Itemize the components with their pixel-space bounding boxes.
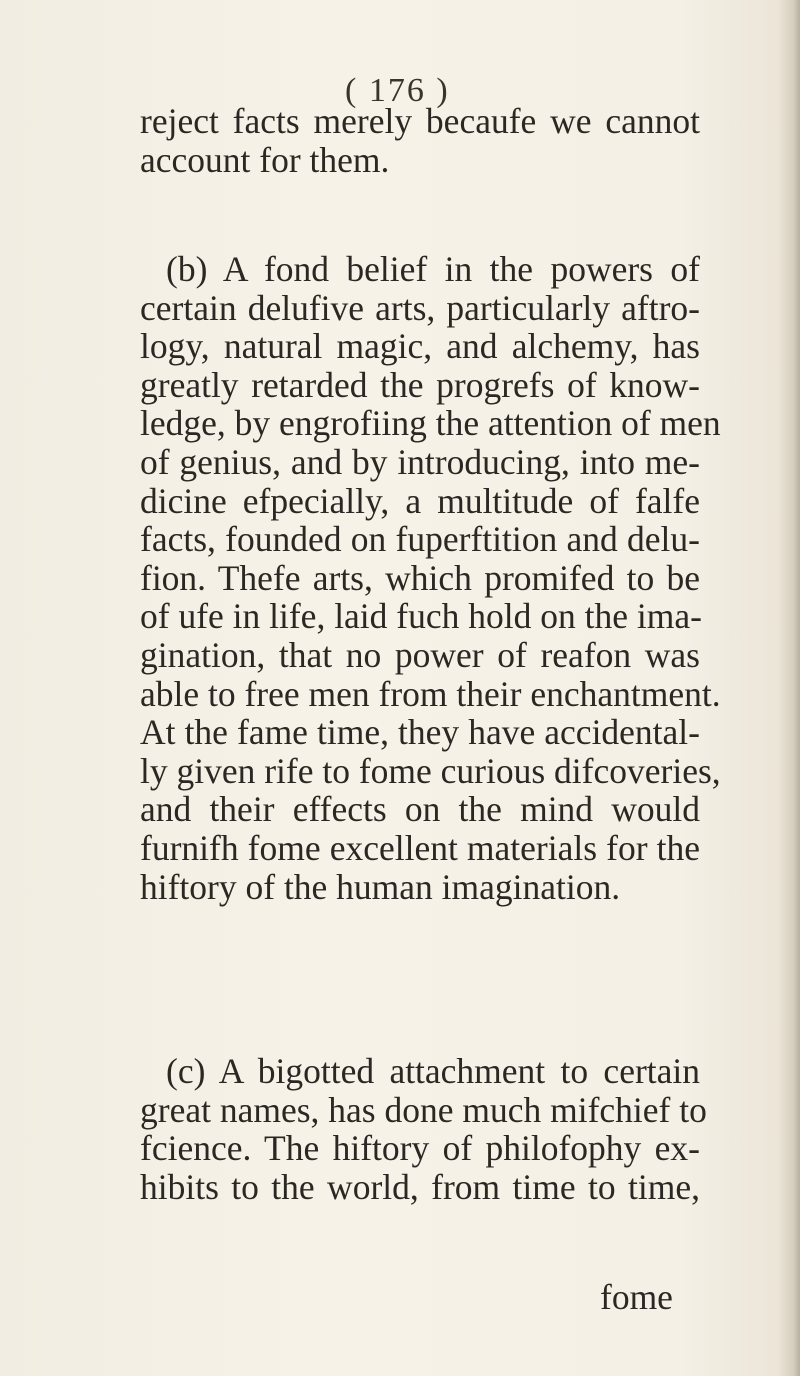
text-line: and their effects on the mind would [140,789,700,830]
text-line: of ufe in life, laid fuch hold on the ima- [140,596,702,637]
text-line: gination, that no power of reafon was [140,634,700,675]
page-edge-shadow [778,0,800,1376]
text-line: reject facts merely becaufe we cannot [140,101,700,141]
text-line: (b) A fond belief in the powers of [166,249,700,289]
text-line: fion. Thefe arts, which promifed to be [140,557,700,598]
text-line: fcience. The hiftory of philofophy ex- [140,1128,700,1169]
text-line: of genius, and by introducing, into me- [140,441,700,482]
text-line: ledge, by engrofiing the attention of men [140,403,721,444]
text-line: furnifh fome excellent materials for the [140,827,700,868]
text-line: logy, natural magic, and alchemy, has [140,326,700,367]
text-line: At the fame time, they have accidental- [140,712,700,753]
page-number: ( 176 ) [345,72,450,109]
paragraph-b [140,249,721,907]
text-line: great names, has done much mifchief to [140,1089,707,1130]
text-line: greatly retarded the progrefs of know- [140,364,700,405]
text-line: facts, founded on fuperftition and delu- [140,519,700,560]
text-line: ly given rife to fome curious difcoveries, [140,750,721,791]
text-line: hibits to the world, from time to time, [140,1166,700,1207]
text-line: certain delufive arts, particularly aftro- [140,287,700,328]
text-line: able to free men from their enchantment. [140,673,721,714]
text-line: hiftory of the human imagination. [140,866,621,907]
text-line: account for them. [140,139,390,180]
paragraph-continuation [140,102,700,179]
paragraph-c [140,1051,707,1207]
text-line: (c) A bigotted attachment to certain [166,1051,700,1091]
text-line: dicine efpecially, a multitude of falfe [140,480,700,521]
catchword: fome [600,1277,673,1317]
